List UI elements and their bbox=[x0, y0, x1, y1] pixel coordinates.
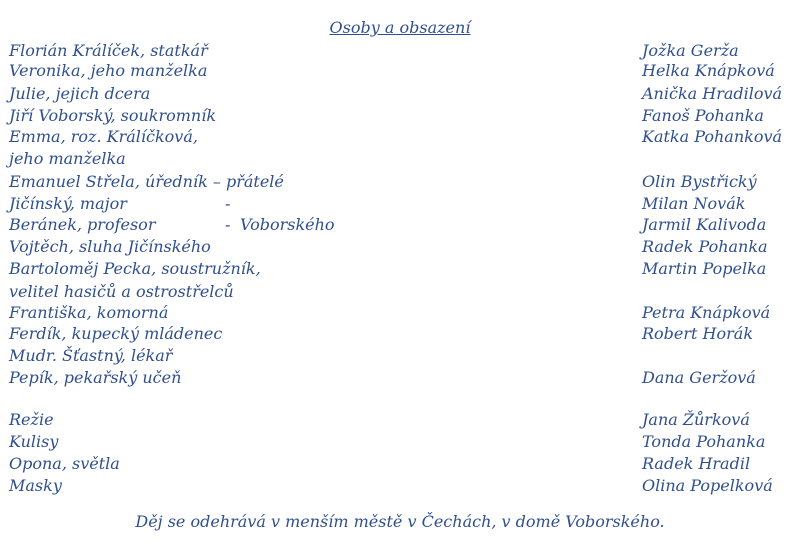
role-dash: - bbox=[225, 194, 231, 213]
cast-row bbox=[0, 172, 800, 192]
actor-name: Olin Bystřický bbox=[642, 172, 757, 191]
actor-name: Radek Pohanka bbox=[642, 237, 768, 256]
cast-row bbox=[0, 149, 800, 169]
role-name: Beránek, profesor bbox=[9, 215, 156, 234]
actor-name: Helka Knápková bbox=[642, 61, 775, 80]
role-name: Veronika, jeho manželka bbox=[9, 61, 208, 80]
cast-row bbox=[0, 237, 800, 257]
role-name: Jičínský, major bbox=[9, 194, 127, 213]
cast-row bbox=[0, 106, 800, 126]
crew-role: Režie bbox=[9, 410, 54, 429]
actor-name: Petra Knápková bbox=[642, 303, 771, 322]
crew-name: Olina Popelková bbox=[642, 476, 773, 495]
cast-row-spacer bbox=[0, 390, 800, 410]
actor-name: Dana Geržová bbox=[642, 368, 756, 387]
crew-row bbox=[0, 476, 800, 496]
crew-name: Tonda Pohanka bbox=[642, 432, 766, 451]
actor-name: Milan Novák bbox=[642, 194, 746, 213]
cast-row bbox=[0, 41, 800, 61]
role-name: Bartoloměj Pecka, soustružník, bbox=[9, 259, 261, 278]
cast-row bbox=[0, 324, 800, 344]
role-name: Ferdík, kupecký mládenec bbox=[9, 324, 223, 343]
role-name: Emanuel Střela, úředník – přátelé bbox=[9, 172, 284, 191]
actor-name: Jožka Gerža bbox=[642, 41, 739, 60]
cast-row bbox=[0, 346, 800, 366]
crew-name: Radek Hradil bbox=[642, 454, 751, 473]
crew-row bbox=[0, 410, 800, 430]
cast-row bbox=[0, 368, 800, 388]
crew-row bbox=[0, 432, 800, 452]
role-name: Florián Králíček, statkář bbox=[9, 41, 208, 60]
cast-row bbox=[0, 194, 800, 214]
cast-row bbox=[0, 61, 800, 81]
crew-row bbox=[0, 454, 800, 474]
crew-name: Jana Žůrková bbox=[642, 410, 750, 429]
cast-row bbox=[0, 282, 800, 302]
cast-row bbox=[0, 215, 800, 235]
actor-name: Katka Pohanková bbox=[642, 127, 783, 146]
actor-name: Fanoš Pohanka bbox=[642, 106, 764, 125]
role-name: Julie, jejich dcera bbox=[9, 84, 151, 103]
cast-row bbox=[0, 84, 800, 104]
cast-row bbox=[0, 127, 800, 147]
crew-role: Opona, světla bbox=[9, 454, 120, 473]
crew-role: Kulisy bbox=[9, 432, 59, 451]
role-name: velitel hasičů a ostrostřelců bbox=[9, 282, 234, 301]
role-name: Vojtěch, sluha Jičínského bbox=[9, 237, 211, 256]
crew-role: Masky bbox=[9, 476, 62, 495]
role-dash: - bbox=[225, 215, 231, 234]
actor-name: Jarmil Kalivoda bbox=[642, 215, 767, 234]
role-name: Františka, komorná bbox=[9, 303, 169, 322]
role-name: Pepík, pekařský učeň bbox=[9, 368, 182, 387]
role-name: Emma, roz. Králíčková, bbox=[9, 127, 198, 146]
cast-row bbox=[0, 303, 800, 323]
actor-name: Robert Horák bbox=[642, 324, 754, 343]
role-name: jeho manželka bbox=[9, 149, 126, 168]
actor-name: Martin Popelka bbox=[642, 259, 767, 278]
role-suffix: Voborského bbox=[240, 215, 335, 234]
role-name: Jiří Voborský, soukromník bbox=[9, 106, 217, 125]
cast-row bbox=[0, 259, 800, 279]
page-title: Osoby a obsazení bbox=[329, 18, 471, 37]
setting-note: Děj se odehrává v menším městě v Čechách, v domě Voborského. bbox=[135, 512, 665, 531]
actor-name: Anička Hradilová bbox=[642, 84, 783, 103]
role-name: Mudr. Šťastný, lékař bbox=[9, 346, 173, 365]
